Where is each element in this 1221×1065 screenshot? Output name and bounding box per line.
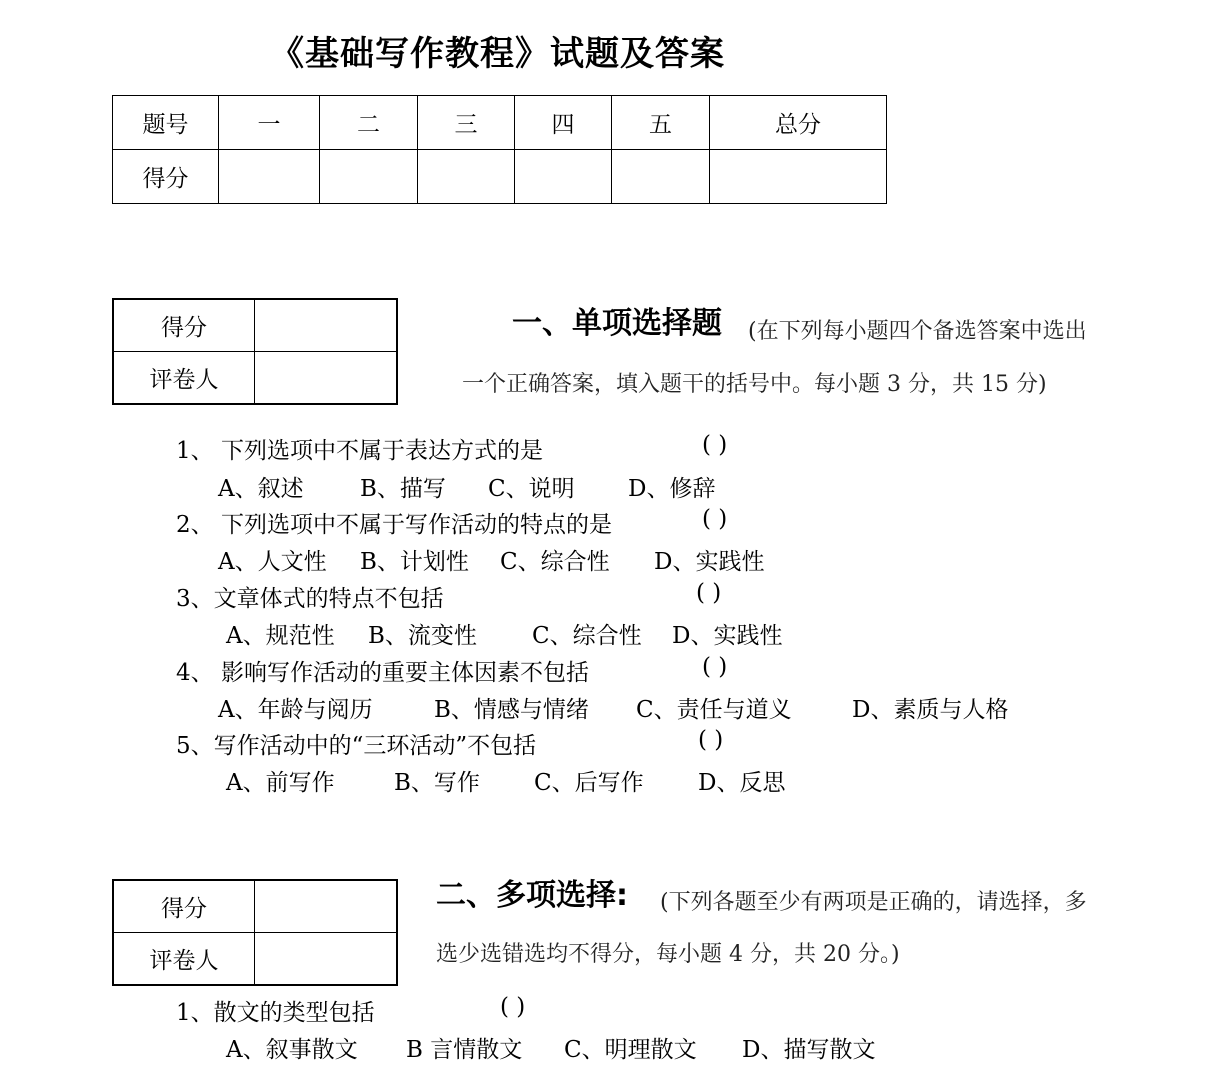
s1-q4-option-b[interactable]: B、情感与情绪: [434, 697, 589, 723]
s2-q1-option-d[interactable]: D、描写散文: [742, 1037, 876, 1063]
section1-note-line2: 一个正确答案，填入题干的括号中。每小题 3 分，共 15 分): [462, 372, 1047, 397]
s1-q2-option-d[interactable]: D、实践性: [654, 549, 765, 575]
s1-q1-option-c[interactable]: C、说明: [488, 476, 575, 502]
s2-q1-answer-paren[interactable]: ( ): [500, 994, 526, 1020]
s2-q1-stem: 1、散文的类型包括: [176, 1000, 375, 1026]
section1-note-line1: (在下列每小题四个备选答案中选出: [748, 319, 1087, 344]
cell-part-2: 二: [320, 96, 418, 150]
score-input-part-5[interactable]: [612, 150, 710, 204]
score-table-header-row: [113, 96, 887, 150]
score-input-part-1[interactable]: [219, 150, 320, 204]
cell-part-4: 四: [515, 96, 612, 150]
section2-grader-input[interactable]: [255, 933, 398, 986]
cell-part-1: 一: [219, 96, 320, 150]
section1-grader-input[interactable]: [255, 352, 398, 405]
s1-q3-option-c[interactable]: C、综合性: [532, 623, 642, 649]
cell-question-number: 题号: [113, 96, 219, 150]
score-input-part-3[interactable]: [418, 150, 515, 204]
s1-q2-option-a[interactable]: A、人文性: [218, 549, 327, 575]
section1-heading: 一、单项选择题: [512, 306, 722, 341]
cell-part-3: 三: [418, 96, 515, 150]
s1-q3-stem: 3、文章体式的特点不包括: [176, 586, 444, 612]
s2-q1-option-b[interactable]: B 言情散文: [406, 1037, 523, 1063]
section1-score-label: 得分: [113, 299, 255, 352]
section1-grade-box: [112, 298, 398, 405]
s1-q1-option-b[interactable]: B、描写: [360, 476, 446, 502]
section2-score-input[interactable]: [255, 880, 398, 933]
score-input-total[interactable]: [710, 150, 887, 204]
score-input-part-4[interactable]: [515, 150, 612, 204]
s1-q5-option-a[interactable]: A、前写作: [226, 770, 335, 796]
section2-grader-label: 评卷人: [113, 933, 255, 986]
s1-q2-option-b[interactable]: B、计划性: [360, 549, 469, 575]
section2-heading: 二、多项选择:: [436, 878, 628, 913]
s1-q1-option-d[interactable]: D、修辞: [628, 476, 716, 502]
s1-q1-stem: 1、 下列选项中不属于表达方式的是: [176, 438, 543, 464]
s1-q5-option-d[interactable]: D、反思: [698, 770, 786, 796]
score-table-score-row: [113, 150, 887, 204]
s1-q5-stem: 5、写作活动中的“三环活动”不包括: [176, 733, 537, 759]
s1-q3-option-a[interactable]: A、规范性: [226, 623, 335, 649]
s1-q3-option-b[interactable]: B、流变性: [368, 623, 477, 649]
s1-q4-stem: 4、 影响写作活动的重要主体因素不包括: [176, 660, 589, 686]
s1-q1-option-a[interactable]: A、叙述: [218, 476, 304, 502]
exam-title: 《基础写作教程》试题及答案: [270, 34, 725, 74]
section2-note-line2: 选少选错选均不得分，每小题 4 分，共 20 分。): [436, 942, 900, 967]
s1-q4-option-a[interactable]: A、年龄与阅历: [218, 697, 373, 723]
cell-total: 总分: [710, 96, 887, 150]
section2-score-label: 得分: [113, 880, 255, 933]
s1-q2-option-c[interactable]: C、综合性: [500, 549, 610, 575]
s1-q4-option-d[interactable]: D、素质与人格: [852, 697, 1009, 723]
s1-q4-answer-paren[interactable]: ( ): [702, 654, 728, 680]
s1-q1-answer-paren[interactable]: ( ): [702, 432, 728, 458]
section2-note-line1: (下列各题至少有两项是正确的，请选择，多: [660, 890, 1087, 915]
s1-q3-option-d[interactable]: D、实践性: [672, 623, 783, 649]
s1-q5-option-c[interactable]: C、后写作: [534, 770, 644, 796]
section1-score-input[interactable]: [255, 299, 398, 352]
s2-q1-option-c[interactable]: C、明理散文: [564, 1037, 697, 1063]
s1-q2-answer-paren[interactable]: ( ): [702, 506, 728, 532]
s1-q3-answer-paren[interactable]: ( ): [696, 580, 722, 606]
s1-q2-stem: 2、 下列选项中不属于写作活动的特点的是: [176, 512, 612, 538]
section2-grade-box: [112, 879, 398, 986]
score-input-part-2[interactable]: [320, 150, 418, 204]
cell-part-5: 五: [612, 96, 710, 150]
s1-q4-option-c[interactable]: C、责任与道义: [636, 697, 792, 723]
section1-grader-label: 评卷人: [113, 352, 255, 405]
s1-q5-answer-paren[interactable]: ( ): [698, 727, 724, 753]
overall-score-table: [112, 95, 887, 204]
s1-q5-option-b[interactable]: B、写作: [394, 770, 480, 796]
cell-score-label: 得分: [113, 150, 219, 204]
s2-q1-option-a[interactable]: A、叙事散文: [226, 1037, 358, 1063]
